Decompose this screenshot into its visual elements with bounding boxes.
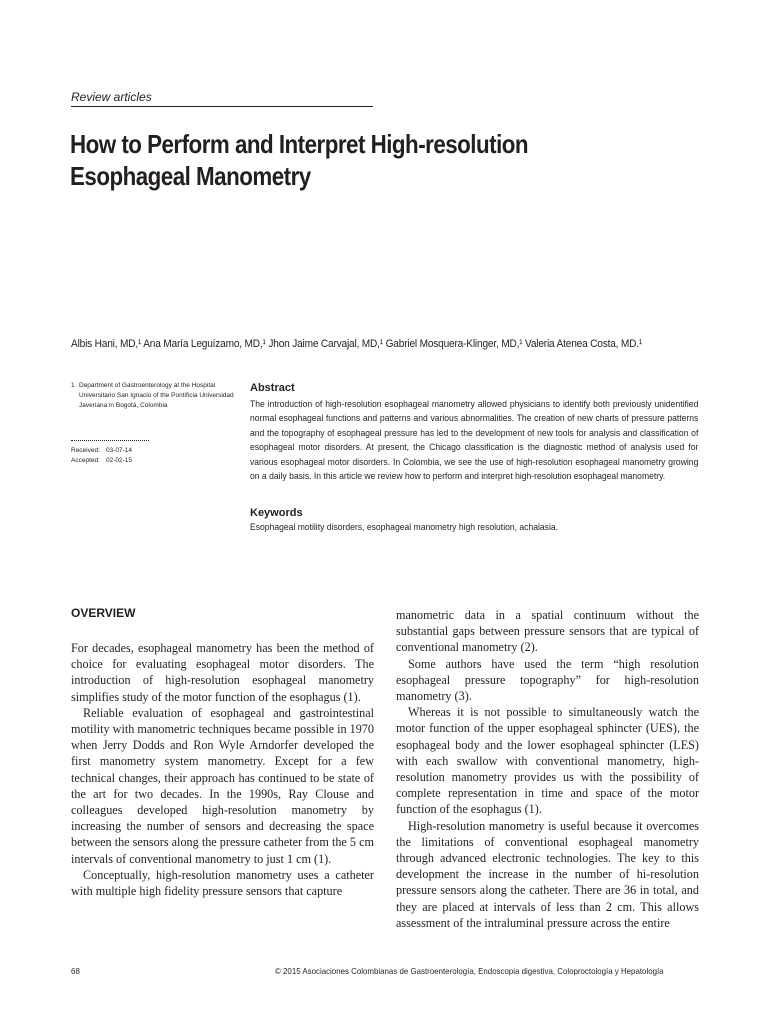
article-dates <box>71 446 132 466</box>
paragraph: manometric data in a spatial continuum without the substantial gaps between pressure sensors that are typical of conventional manometry (2). <box>396 608 699 655</box>
abstract-text: The introduction of high-resolution esophageal manometry allowed physicians to identify both previously unidentified normal esophageal functions and patterns and various abnormalities. The creation of new charts of pressure patterns and the topography of esophageal pressure has led to the development of new tools for analysis and classification of esophageal motor disorders. At present, the Chicago classification is the diagnostic method of analysis used for various esophageal motor disorders. In Colombia, we see the use of high-resolution esophageal manometry growing on a daily basis. In this article we review how to perform and interpret high-resolution esophageal manometry. <box>250 398 699 482</box>
paragraph: Reliable evaluation of esophageal and gastrointestinal motility with manometric techniques became possible in 1970 when Jerry Dodds and Ron Wyle Arndorfer developed the first manometry system manometry. Except for a few technical changes, their approach has continued to be state of the art for two decades. In the 1990s, Ray Clouse and colleagues developed high-resolution manometry by increasing the number of sensors and decreasing the space between the sensors along the pressure catheter from the 5 cm intervals of conventional manometry to just 1 cm (1). <box>71 705 374 866</box>
paragraph: High-resolution manometry is useful because it overcomes the limitations of conventional esophageal manometry through advanced electronic technologies. The key to this development the increase in the number of hi-resolution pressure sensors along the catheter. There are 36 in total, and they are placed at intervals of less than 2 cm. This allows assessment of the intraluminal pressure across the entire <box>396 818 699 930</box>
page-number: 68 <box>71 967 80 976</box>
overview-heading: OVERVIEW <box>71 606 136 620</box>
received-date: Received: 03-07-14 <box>71 447 133 454</box>
paragraph: Some authors have used the term “high resolution esophageal pressure topography” for high-resolution manometry (3). <box>396 656 699 704</box>
author-list: Albis Hani, MD,¹ Ana María Leguízamo, MD,¹ Jhon Jaime Carvajal, MD,¹ Gabriel Mosquera-Klinger, MD,¹ Valeria Atenea Costa, MD.¹ <box>71 338 643 350</box>
keywords-text: Esophageal motility disorders, esophageal manometry high resolution, achalasia. <box>250 521 559 532</box>
paragraph: Conceptually, high-resolution manometry uses a catheter with multiple high fidelity pressure sensors that capture <box>71 867 374 899</box>
keywords-heading: Keywords <box>250 507 303 519</box>
section-divider <box>71 106 373 107</box>
paragraph: Whereas it is not possible to simultaneously watch the motor function of the upper esophageal sphincter (UES), the esophageal body and the lower esophageal sphincter (LES) with each swallow with conventional manometry, high-resolution manometry provides us with the possibility of complete representation in time and space of the motor function of the esophagus (1). <box>396 705 699 817</box>
accepted-date: Accepted: 02-02-15 <box>71 457 133 464</box>
affiliation-number: 1 <box>71 382 75 389</box>
article-title: How to Perform and Interpret High-resolution Esophageal Manometry <box>70 129 529 191</box>
body-column-left <box>71 640 374 899</box>
section-label: Review articles <box>71 90 152 104</box>
paragraph: For decades, esophageal manometry has been the method of choice for evaluating esophageal motor disorders. The introduction of high-resolution esophageal manometry simplifies study of the motor function of the esophagus (1). <box>71 641 374 704</box>
dotted-divider <box>71 440 149 441</box>
abstract-heading: Abstract <box>250 382 295 394</box>
copyright-notice: © 2015 Asociaciones Colombianas de Gastroenterología, Endoscopia digestiva, Coloproctología y Hepatología <box>275 966 664 976</box>
affiliation-text: Department of Gastroenterology at the Hospital Universitario San Ignacio of the Pontificia Universidad Javeriana in Bogotá, Colombia <box>79 382 234 409</box>
body-column-right <box>396 607 699 931</box>
